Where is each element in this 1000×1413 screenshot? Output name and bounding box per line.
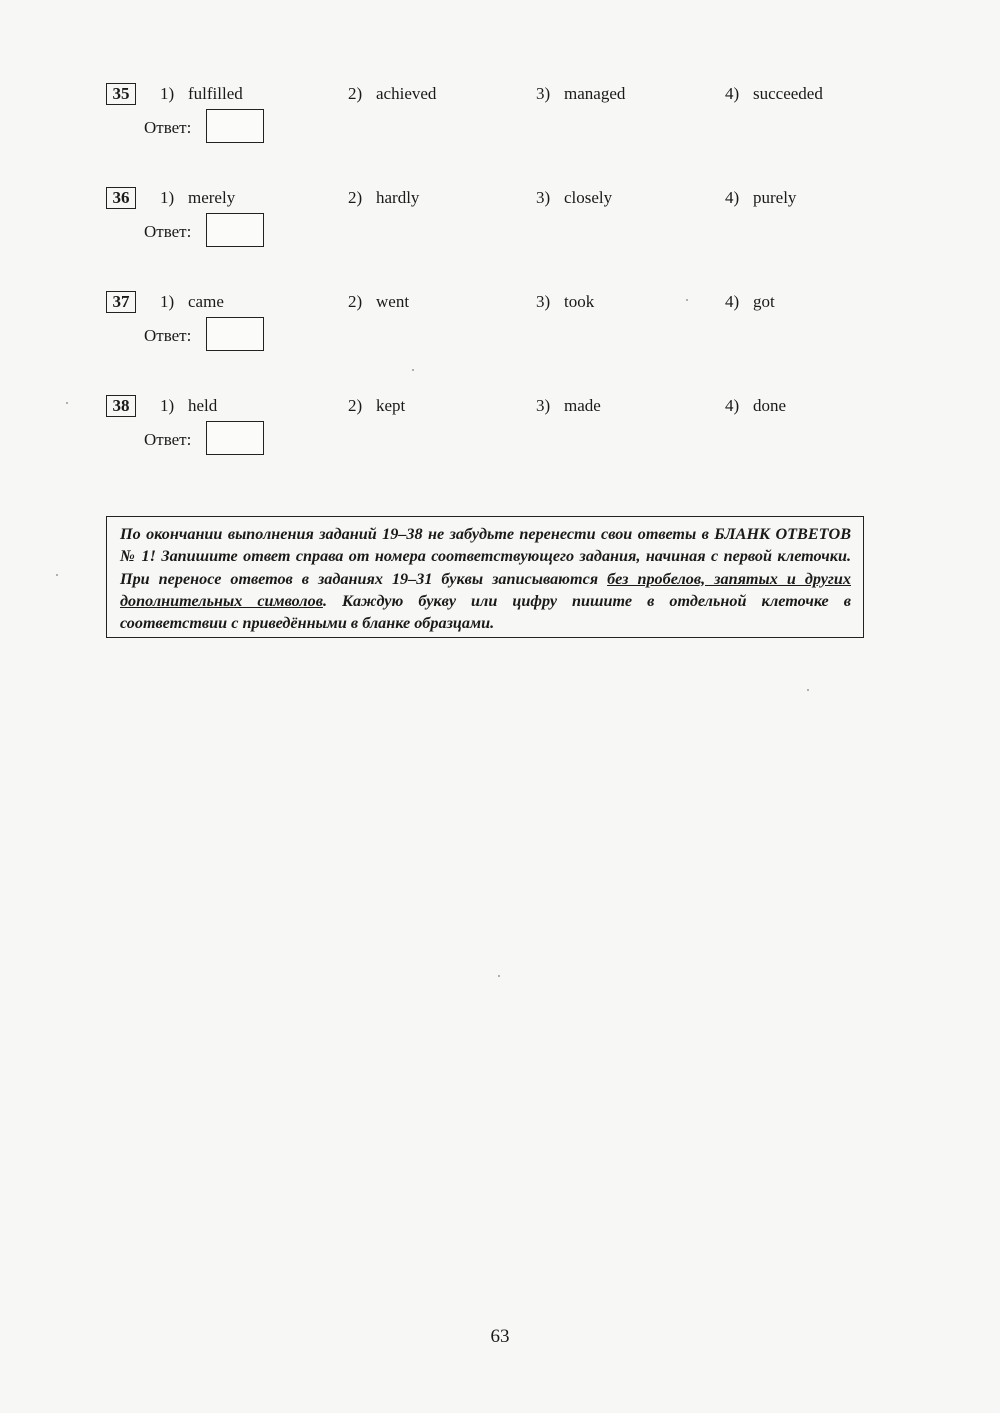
answer-box-38[interactable]	[206, 421, 264, 455]
answer-label: Ответ:	[144, 430, 192, 449]
answer-label: Ответ:	[144, 222, 192, 241]
answer-box-36[interactable]	[206, 213, 264, 247]
scan-speck	[807, 689, 809, 691]
option-1	[160, 291, 224, 313]
option-number: 3)	[536, 396, 551, 415]
option-1	[160, 187, 235, 209]
option-text: went	[376, 292, 410, 311]
option-text: got	[753, 292, 775, 311]
option-1	[160, 83, 243, 105]
option-4	[725, 291, 775, 313]
task-35	[106, 83, 866, 163]
option-text: closely	[564, 188, 613, 207]
option-3	[536, 395, 601, 417]
option-text: took	[564, 292, 595, 311]
notice-text-part2: . Каждую букву или цифру пишите в отдельной клеточке в соответствии с приведёнными в бланке образцами.	[120, 591, 851, 633]
option-number: 2)	[348, 84, 363, 103]
option-number: 1)	[160, 396, 175, 415]
task-37	[106, 291, 866, 371]
answer-box-35[interactable]	[206, 109, 264, 143]
scan-speck	[66, 402, 68, 404]
task-number: 38	[106, 395, 136, 417]
option-text: held	[188, 396, 218, 415]
option-text: merely	[188, 188, 236, 207]
answer-label: Ответ:	[144, 118, 192, 137]
option-text: done	[753, 396, 787, 415]
option-number: 1)	[160, 292, 175, 311]
option-number: 4)	[725, 188, 740, 207]
option-text: came	[188, 292, 224, 311]
answer-label: Ответ:	[144, 326, 192, 345]
option-2	[348, 83, 436, 105]
option-2	[348, 187, 419, 209]
task-number: 35	[106, 83, 136, 105]
scan-speck	[56, 574, 58, 576]
page-number: 63	[490, 1326, 510, 1347]
option-text: fulfilled	[188, 84, 243, 103]
option-2	[348, 291, 409, 313]
option-number: 4)	[725, 84, 740, 103]
option-number: 1)	[160, 188, 175, 207]
option-number: 3)	[536, 84, 551, 103]
scan-speck	[412, 369, 414, 371]
option-number: 3)	[536, 188, 551, 207]
task-38	[106, 395, 866, 475]
option-3	[536, 187, 612, 209]
notice-underlined-text: без пробелов, запятых и других дополнительных символов	[120, 569, 851, 610]
option-number: 3)	[536, 292, 551, 311]
answer-box-37[interactable]	[206, 317, 264, 351]
option-number: 4)	[725, 396, 740, 415]
option-text: purely	[753, 188, 797, 207]
option-3	[536, 83, 625, 105]
option-text: made	[564, 396, 601, 415]
option-text: hardly	[376, 188, 420, 207]
option-text: succeeded	[753, 84, 823, 103]
option-text: kept	[376, 396, 406, 415]
option-4	[725, 395, 786, 417]
option-number: 2)	[348, 188, 363, 207]
scan-speck	[686, 299, 688, 301]
instruction-notice	[106, 516, 864, 638]
notice-text-part1: По окончании выполнения заданий 19–38 не забудьте перенести свои ответы в БЛАНК ОТВЕТОВ № 1! Запишите ответ справа от номера соответствующего задания, начиная с первой клеточки. При переносе ответов в заданиях 19–31 буквы записываются	[120, 525, 851, 588]
option-number: 2)	[348, 292, 363, 311]
option-text: achieved	[376, 84, 437, 103]
task-number: 36	[106, 187, 136, 209]
option-4	[725, 83, 823, 105]
option-text: managed	[564, 84, 626, 103]
task-number: 37	[106, 291, 136, 313]
option-2	[348, 395, 405, 417]
scan-speck	[498, 975, 500, 977]
task-36	[106, 187, 866, 267]
option-4	[725, 187, 796, 209]
option-number: 2)	[348, 396, 363, 415]
option-number: 1)	[160, 84, 175, 103]
option-3	[536, 291, 594, 313]
option-1	[160, 395, 217, 417]
option-number: 4)	[725, 292, 740, 311]
